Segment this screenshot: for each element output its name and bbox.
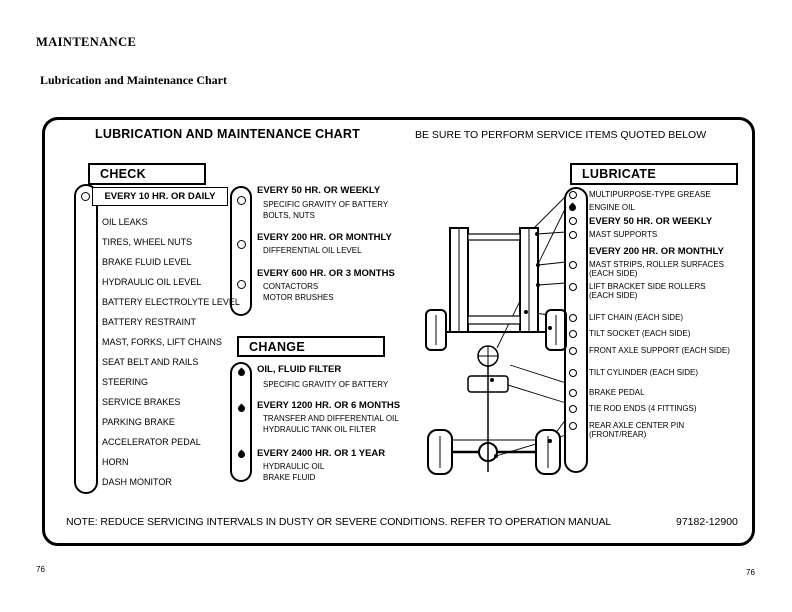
check-interval-bracket bbox=[230, 186, 252, 316]
part-number: 97182-12900 bbox=[676, 516, 738, 528]
lube-point-marker bbox=[569, 389, 577, 397]
change-item: TRANSFER AND DIFFERENTIAL OIL bbox=[263, 414, 399, 423]
lubricate-item bbox=[566, 421, 742, 440]
lube-point-marker bbox=[569, 261, 577, 269]
lubricate-item-label: FRONT AXLE SUPPORT (EACH SIDE) bbox=[589, 345, 730, 355]
lubricate-item-label: TILT SOCKET (EACH SIDE) bbox=[589, 329, 691, 338]
page-header: MAINTENANCE bbox=[36, 35, 137, 49]
page-number-right: 76 bbox=[746, 568, 755, 577]
legend-item bbox=[566, 203, 742, 213]
check-item: BRAKE FLUID LEVEL bbox=[102, 257, 192, 267]
check-daily-list bbox=[102, 212, 242, 492]
chart-frame bbox=[42, 117, 755, 546]
check-point-marker bbox=[81, 192, 90, 201]
lubricate-item-label: REAR AXLE CENTER PIN (FRONT/REAR) bbox=[589, 420, 685, 439]
lubricate-item bbox=[566, 282, 742, 301]
lube-point-marker bbox=[569, 314, 577, 322]
lubricate-list bbox=[566, 190, 742, 440]
check-point-marker bbox=[237, 196, 246, 205]
check-bracket bbox=[74, 184, 98, 494]
legend-label: MULTIPURPOSE-TYPE GREASE bbox=[589, 190, 711, 199]
lubricate-item bbox=[566, 230, 742, 240]
change-group-header: OIL, FLUID FILTER bbox=[257, 364, 342, 375]
check-point-marker bbox=[237, 240, 246, 249]
lubricate-group bbox=[566, 246, 742, 257]
lubricate-item-label: TILT CYLINDER (EACH SIDE) bbox=[589, 368, 699, 377]
legend-item bbox=[566, 190, 742, 200]
lubricate-item-label: TIE ROD ENDS (4 FITTINGS) bbox=[589, 404, 697, 413]
check-item: BATTERY ELECTROLYTE LEVEL bbox=[102, 297, 240, 307]
check-point-marker bbox=[237, 280, 246, 289]
lubricate-item bbox=[566, 388, 742, 398]
lubricate-item-label: BRAKE PEDAL bbox=[589, 387, 645, 397]
change-group-header: EVERY 2400 HR. OR 1 YEAR bbox=[257, 448, 386, 459]
lubricate-item bbox=[566, 260, 742, 279]
grease-fitting-icon bbox=[569, 191, 577, 199]
lubricate-item bbox=[566, 368, 742, 378]
lubricate-group bbox=[566, 216, 742, 227]
check-item: DIFFERENTIAL OIL LEVEL bbox=[263, 246, 362, 255]
change-group-header: EVERY 1200 HR. OR 6 MONTHS bbox=[257, 400, 401, 411]
check-item: MAST, FORKS, LIFT CHAINS bbox=[102, 337, 222, 347]
check-item: BOLTS, NUTS bbox=[263, 211, 315, 220]
lube-point-marker bbox=[569, 231, 577, 239]
lubricate-item-label: MAST SUPPORTS bbox=[589, 230, 658, 239]
lube-point-marker bbox=[569, 283, 577, 291]
legend-label: ENGINE OIL bbox=[589, 202, 635, 212]
lube-point-marker bbox=[569, 369, 577, 377]
lubricate-item bbox=[566, 404, 742, 414]
lubricate-section-label: LUBRICATE bbox=[570, 163, 738, 185]
oil-drop-icon bbox=[568, 202, 578, 212]
check-item: MOTOR BRUSHES bbox=[263, 293, 334, 302]
lubricate-item bbox=[566, 346, 742, 356]
change-item: HYDRAULIC OIL bbox=[263, 462, 325, 471]
check-item: DASH MONITOR bbox=[102, 477, 172, 487]
change-item: HYDRAULIC TANK OIL FILTER bbox=[263, 425, 377, 434]
check-item: ACCELERATOR PEDAL bbox=[102, 437, 201, 447]
check-item: SERVICE BRAKES bbox=[102, 397, 181, 407]
change-section-label: CHANGE bbox=[237, 336, 385, 357]
lube-point-marker bbox=[569, 405, 577, 413]
change-item: BRAKE FLUID bbox=[263, 473, 316, 482]
check-item: CONTACTORS bbox=[263, 282, 319, 291]
check-item: HORN bbox=[102, 457, 129, 467]
lubricate-item bbox=[566, 313, 742, 323]
check-item: PARKING BRAKE bbox=[102, 417, 175, 427]
lubricate-item bbox=[566, 329, 742, 339]
lubricate-weekly-header: EVERY 50 HR. OR WEEKLY bbox=[589, 216, 713, 227]
check-item: HYDRAULIC OIL LEVEL bbox=[102, 277, 202, 287]
page-number-left: 76 bbox=[36, 565, 45, 574]
check-item: TIRES, WHEEL NUTS bbox=[102, 237, 193, 247]
service-note: NOTE: REDUCE SERVICING INTERVALS IN DUSTY OR SEVERE CONDITIONS. REFER TO OPERATION MANUAL bbox=[66, 516, 612, 528]
change-item: SPECIFIC GRAVITY OF BATTERY bbox=[263, 380, 389, 389]
check-daily-header: EVERY 10 HR. OR DAILY bbox=[92, 187, 228, 206]
check-item: SPECIFIC GRAVITY OF BATTERY bbox=[263, 200, 389, 209]
section-title: Lubrication and Maintenance Chart bbox=[40, 73, 228, 87]
lube-point-marker bbox=[569, 330, 577, 338]
check-quarterly-header: EVERY 600 HR. OR 3 MONTHS bbox=[257, 268, 395, 279]
lubricate-item-label: LIFT CHAIN (EACH SIDE) bbox=[589, 312, 684, 322]
change-bracket bbox=[230, 362, 252, 482]
lubricate-item-label: LIFT BRACKET SIDE ROLLERS (EACH SIDE) bbox=[589, 281, 706, 300]
check-item: OIL LEAKS bbox=[102, 217, 148, 227]
check-item: STEERING bbox=[102, 377, 149, 387]
lubricate-item-label: MAST STRIPS, ROLLER SURFACES (EACH SIDE) bbox=[589, 259, 724, 278]
check-section-label: CHECK bbox=[88, 163, 206, 185]
chart-banner: BE SURE TO PERFORM SERVICE ITEMS QUOTED BELOW bbox=[415, 129, 707, 141]
forklift-diagram bbox=[400, 180, 580, 505]
chart-title: LUBRICATION AND MAINTENANCE CHART bbox=[95, 127, 360, 141]
lube-point-marker bbox=[569, 422, 577, 430]
check-weekly-header: EVERY 50 HR. OR WEEKLY bbox=[257, 185, 381, 196]
check-monthly-header: EVERY 200 HR. OR MONTHLY bbox=[257, 232, 392, 243]
check-item: BATTERY RESTRAINT bbox=[102, 317, 197, 327]
lube-point-marker bbox=[569, 347, 577, 355]
check-item: SEAT BELT AND RAILS bbox=[102, 357, 199, 367]
lube-point-marker bbox=[569, 217, 577, 225]
lubricate-monthly-header: EVERY 200 HR. OR MONTHLY bbox=[589, 245, 724, 257]
